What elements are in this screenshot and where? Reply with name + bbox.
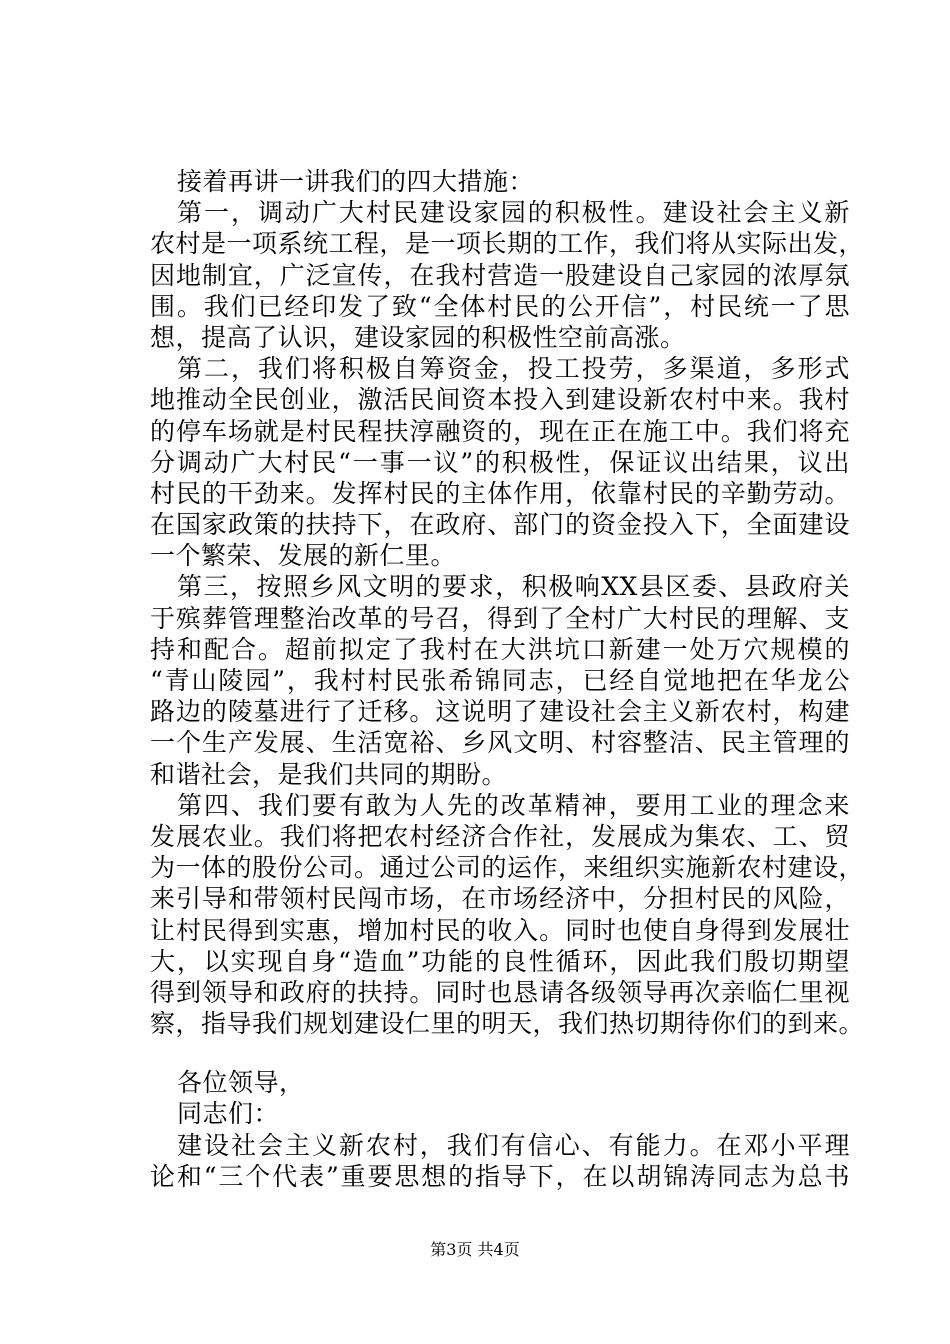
paragraph-line: 第四、我们要有敢为人先的改革精神，要用工业的理念来 — [177, 790, 850, 820]
paragraph-line: 第一，调动广大村民建设家园的积极性。建设社会主义新 — [177, 198, 850, 228]
paragraph-line: 让村民得到实惠，增加村民的收入。同时也使自身得到发展壮 — [150, 915, 850, 945]
paragraph-line: 得到领导和政府的扶持。同时也恳请各级领导再次亲临仁里视 — [150, 977, 850, 1007]
paragraph-line: 来引导和带领村民闯市场，在市场经济中，分担村民的风险， — [150, 884, 850, 914]
paragraph-line: 一个生产发展、生活宽裕、乡风文明、村容整洁、民主管理的 — [150, 728, 850, 758]
paragraph-line: 建设社会主义新农村，我们有信心、有能力。在邓小平理 — [177, 1130, 850, 1160]
paragraph-line: 分调动广大村民“一事一议”的积极性，保证议出结果，议出 — [150, 447, 850, 477]
paragraph-line: 想，提高了认识，建设家园的积极性空前高涨。 — [150, 322, 686, 352]
salutation-line: 各位领导， — [177, 1068, 305, 1098]
paragraph-line: 察，指导我们规划建设仁里的明天，我们热切期待你们的到来。 — [150, 1009, 865, 1039]
paragraph-line: 农村是一项系统工程，是一项长期的工作，我们将从实际出发， — [150, 229, 865, 259]
paragraph-line: 路边的陵墓进行了迁移。这说明了建设社会主义新农村，构建 — [150, 697, 850, 727]
paragraph-line: 持和配合。超前拟定了我村在大洪坑口新建一处万穴规模的 — [150, 634, 850, 664]
salutation-line: 同志们： — [177, 1099, 280, 1129]
paragraph-gap — [150, 1039, 850, 1067]
paragraph-line: 因地制宜，广泛宣传，在我村营造一股建设自己家园的浓厚氛 — [150, 260, 850, 290]
paragraph-line: 地推动全民创业，激活民间资本投入到建设新农村中来。我村 — [150, 385, 850, 415]
paragraph-line: “青山陵园”，我村村民张希锦同志，已经自觉地把在华龙公 — [150, 666, 850, 695]
paragraph-line: 发展农业。我们将把农村经济合作社，发展成为集农、工、贸 — [150, 821, 850, 851]
paragraph-line: 围。我们已经印发了致“全体村民的公开信”，村民统一了思 — [150, 291, 850, 321]
paragraph-line: 于殡葬管理整治改革的号召，得到了全村广大村民的理解、支 — [150, 603, 850, 633]
paragraph-line: 在国家政策的扶持下，在政府、部门的资金投入下，全面建设 — [150, 510, 850, 540]
paragraph-line: 论和“三个代表”重要思想的指导下，在以胡锦涛同志为总书 — [150, 1161, 850, 1191]
paragraph-line: 第二，我们将积极自筹资金，投工投劳，多渠道，多形式 — [177, 354, 850, 384]
page-number-footer: 第3页 共4页 — [430, 1240, 520, 1259]
paragraph-line: 和谐社会，是我们共同的期盼。 — [150, 759, 508, 789]
paragraph-line: 村民的干劲来。发挥村民的主体作用，依靠村民的辛勤劳动。 — [150, 478, 850, 508]
paragraph-line: 一个繁荣、发展的新仁里。 — [150, 541, 457, 571]
paragraph-line: 大，以实现自身“造血”功能的良性循环，因此我们殷切期望 — [150, 946, 850, 976]
paragraph-line: 为一体的股份公司。通过公司的运作，来组织实施新农村建设， — [150, 853, 865, 883]
document-body — [150, 166, 865, 1192]
paragraph-line: 的停车场就是村民程扶淳融资的，现在正在施工中。我们将充 — [150, 416, 850, 446]
intro-line: 接着再讲一讲我们的四大措施： — [177, 167, 535, 196]
paragraph-line: 第三，按照乡风文明的要求，积极响XX县区委、县政府关 — [177, 572, 850, 602]
